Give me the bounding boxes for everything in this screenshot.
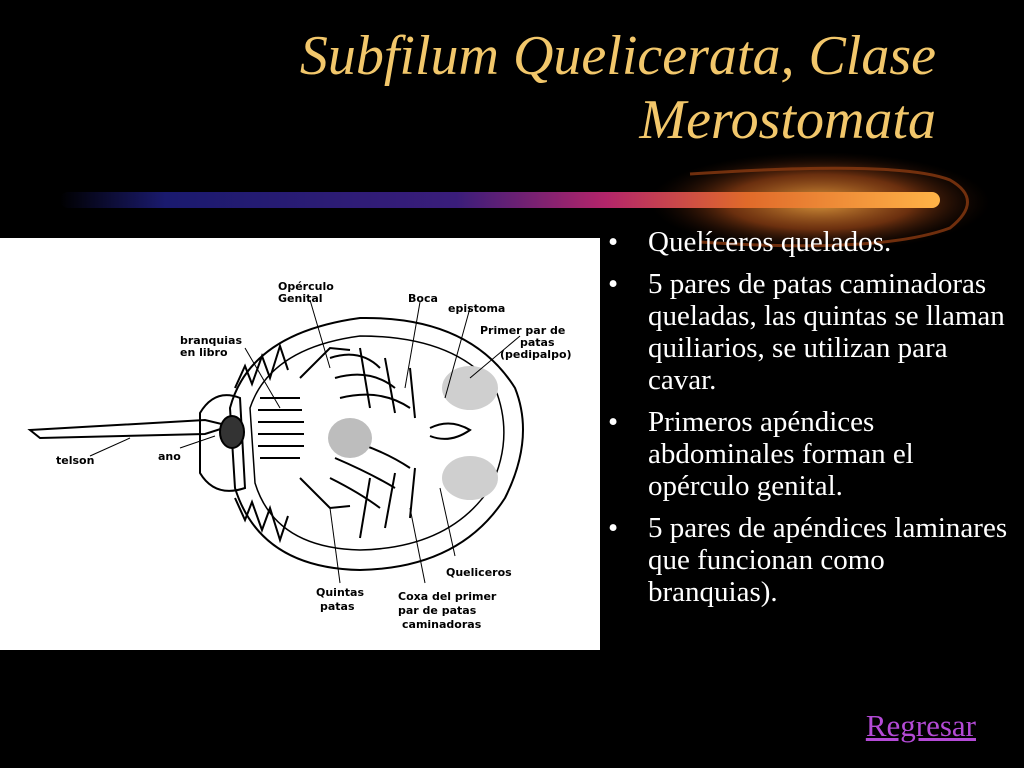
bullet-item <box>608 406 1012 502</box>
label-operculo-line2: Genital <box>278 292 323 305</box>
bullet-item <box>608 226 1012 258</box>
label-branquias-line2: en libro <box>180 346 228 359</box>
bullet-text: 5 pares de patas caminadoras queladas, las quintas se llaman quiliarios, se utilizan para cavar. <box>648 268 1005 396</box>
label-primer-par-line1: Primer par de <box>480 324 566 337</box>
horseshoe-crab-diagram <box>0 238 600 650</box>
bullet-marker: • <box>608 512 619 544</box>
anatomy-illustration <box>0 238 600 650</box>
label-coxa-line3: caminadoras <box>402 618 482 631</box>
bullet-marker: • <box>608 406 619 438</box>
label-primer-par-line2: patas <box>520 336 555 349</box>
label-boca: Boca <box>408 292 438 305</box>
label-coxa-line2: par de patas <box>398 604 477 617</box>
slide-title-line2: Merostomata <box>639 89 936 151</box>
label-quintas-line1: Quintas <box>316 586 365 599</box>
bullet-marker: • <box>608 226 619 258</box>
label-primer-par-line3: (pedipalpo) <box>500 348 572 361</box>
label-telson: telson <box>56 454 95 467</box>
bullet-list <box>608 226 1012 618</box>
label-ano: ano <box>158 450 181 463</box>
bullet-item <box>608 512 1012 608</box>
bullet-item <box>608 268 1012 396</box>
regresar-link[interactable]: Regresar <box>865 708 976 743</box>
label-branquias-line1: branquias <box>180 334 242 347</box>
bullet-text: 5 pares de apéndices laminares que funcionan como branquias). <box>648 512 1008 608</box>
bullet-text: Quelíceros quelados. <box>648 226 892 258</box>
label-operculo-line1: Opérculo <box>278 280 334 293</box>
bullet-marker: • <box>608 268 619 300</box>
label-quintas-line2: patas <box>320 600 355 613</box>
label-epistoma: epistoma <box>448 302 506 315</box>
label-coxa-line1: Coxa del primer <box>398 590 497 603</box>
slide-title <box>176 24 936 152</box>
bullet-text: Primeros apéndices abdominales forman el opérculo genital. <box>648 406 914 502</box>
slide-title-line1: Subfilum Quelicerata, Clase <box>299 25 936 87</box>
label-queliceros: Queliceros <box>446 566 512 579</box>
